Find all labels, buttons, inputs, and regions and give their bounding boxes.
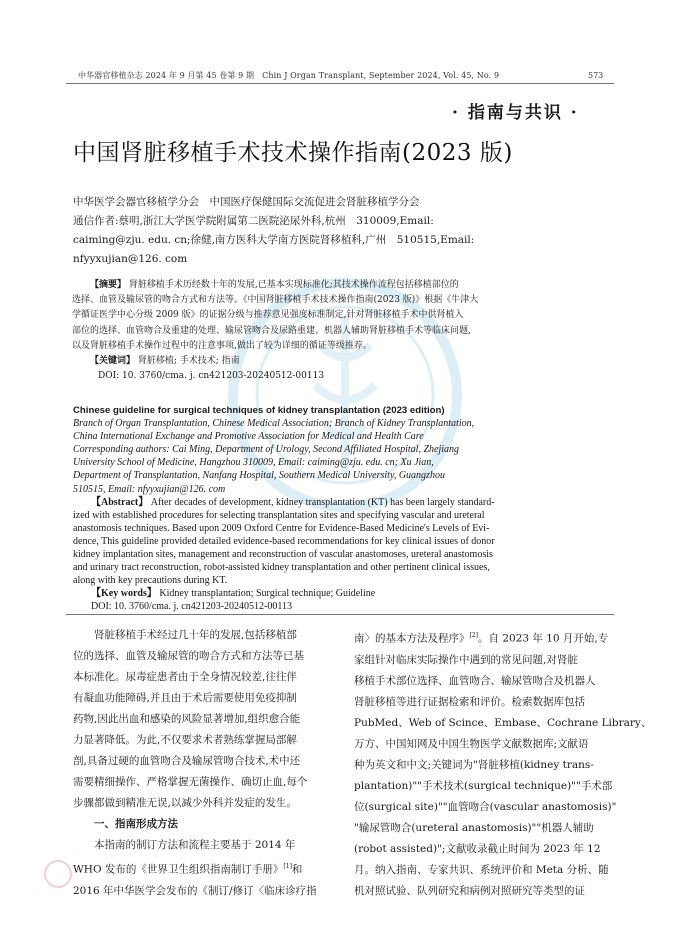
body-line: (robot assisted)";文献收录截止时间为 2023 年 12: [354, 842, 601, 855]
english-author-line: University School of Medicine, Hangzhou 310009, Email: caiming@zju. edu. cn; Xu Jian,: [73, 457, 434, 469]
abstract-line: 以及肾脏移植手术操作过程中的注意事项,做出了较为详细的循证等级推荐。: [72, 340, 372, 351]
authors-line: nfyyxujian@126. com: [73, 253, 188, 265]
body-line: 肾脏移植等进行证据检索和评价。检索数据库包括: [354, 695, 585, 708]
english-author-line: Department of Transplantation, Nanfang Hospital, Southern Medical University, Guangzhou: [73, 470, 445, 482]
publisher-logo-seal: [44, 860, 72, 888]
page-number: 573: [588, 71, 604, 80]
citation-ref[interactable]: [2]: [469, 632, 478, 639]
body-line: 剖,具备过硬的血管吻合及输尿管吻合技术,术中还: [73, 755, 301, 767]
abstract-line: 选择、血管及输尿管的吻合方式和方法等。《中国肾脏移植手术技术操作指南(2023 版)》根据《牛津大: [72, 295, 479, 306]
body-line: 位的选择、血管及输尿管的吻合方式和方法等已基: [73, 650, 304, 662]
english-author-line: China International Exchange and Promotive Association for Medical and Health Care: [73, 431, 424, 443]
article-title: 中国肾脏移植手术技术操作指南(2023 版): [73, 140, 513, 166]
english-keywords: Kidney transplantation; Surgical technique; Guideline: [159, 588, 376, 600]
body-line: 步骤都做到精准无误,以减少外科并发症的发生。: [73, 797, 297, 809]
body-line: 需要精细操作、严格掌握无菌操作、确切止血,每个: [73, 776, 308, 788]
abstract-line: 肾脏移植手术历经数十年的发展,已基本实现标准化;其技术操作流程包括移植部位的: [128, 280, 459, 290]
english-author-line: Corresponding authors: Cai Ming, Department of Urology, Second Affiliated Hospital, Zhejiang: [73, 444, 460, 456]
english-abstract-line: and urinary tract reconstruction, robot-assisted kidney transplantation and other pertinent clinical issues,: [73, 562, 490, 574]
english-keywords-label: 【Key words】: [91, 588, 157, 600]
keywords-label: 【关键词】: [90, 356, 136, 367]
abstract-line: 学循证医学中心分级 2009 版》的证据分级与推荐意见强度标准制定,针对肾脏移植手术中供肾植入: [72, 310, 464, 321]
body-line-tail: 和: [291, 863, 303, 876]
english-doi: DOI: 10. 3760/cma. j. cn421203-20240512-00113: [91, 601, 292, 613]
english-author-line: 510515, Email: nfyyxujian@126. com: [73, 483, 226, 495]
journal-running-header: 中华器官移植杂志 2024 年 9 月第 45 卷第 9 期 Chin J Organ Transplant, September 2024, Vol. 45, No. 9: [78, 71, 500, 80]
body-line: 有凝血功能障碍,并且由于术后需要使用免疫抑制: [73, 692, 297, 704]
chinese-abstract: [72, 278, 600, 384]
body-line: 万方、中国知网及中国生物医学文献数据库;文献语: [354, 737, 589, 750]
body-line: 位(surgical site)""血管吻合(vascular anastomosis)": [354, 800, 617, 813]
english-abstract-line: After decades of development, kidney transplantation (KT) has been largely standard-: [150, 496, 495, 508]
body-column-left: [73, 625, 343, 902]
keywords: 肾脏移植; 手术技术; 指南: [137, 356, 240, 367]
body-line: "输尿管吻合(ureteral anastomosis)""机器人辅助: [354, 821, 594, 834]
english-title: Chinese guideline for surgical techniques of kidney transplantation (2023 edition): [73, 405, 445, 416]
body-line: 家组针对临床实际操作中遇到的常见问题,对肾脏: [354, 653, 578, 666]
body-rule: [66, 614, 614, 615]
body-line: 本指南的制订方法和流程主要基于 2014 年: [73, 839, 296, 851]
body-column-right: [354, 625, 652, 902]
body-line: WHO 发布的《世界卫生组织指南制订手册》: [73, 863, 284, 876]
authors-block: [73, 193, 613, 269]
authors-line: 中华医学会器官移植学分会 中国医疗保健国际交流促进会肾脏移植学分会: [73, 196, 420, 208]
citation-ref[interactable]: [1]: [283, 863, 292, 870]
body-line: 种为英文和中文;关键词为"肾脏移植(kidney trans-: [354, 758, 594, 771]
body-line: 2016 年中华医学会发布的《制订/修订〈临床诊疗指: [73, 884, 317, 897]
body-line: 力显著降低。为此,不仅要求术者熟练掌握局部解: [73, 734, 297, 746]
body-line: PubMed、Web of Scince、Embase、Cochrane Library、: [354, 716, 652, 729]
authors-line: 通信作者:蔡明,浙江大学医学院附属第二医院泌尿外科,杭州 310009,Email:: [73, 215, 434, 227]
body-line: 机对照试验、队列研究和病例对照研究等类型的证: [354, 884, 585, 897]
section-tag: · 指南与共识 ·: [452, 103, 579, 123]
english-abstract-line: kidney implantation sites, management and reconstruction of vascular anastomoses, ureteral anastomosis: [73, 549, 493, 561]
body-line: 药物,因此出血和感染的风险显著增加,组织愈合能: [73, 713, 301, 725]
body-line: 移植手术部位选择、血管吻合、输尿管吻合及机器人: [354, 674, 596, 687]
body-line: 南〉的基本方法及程序》: [354, 632, 470, 645]
english-author-line: Branch of Organ Transplantation, Chinese Medical Association; Branch of Kidney Transplantation,: [73, 418, 475, 430]
english-abstract-line: along with key precautions during KT.: [73, 575, 228, 587]
english-abstract-line: ized with established procedures for selecting transplantation sites and specifying vascular and ureteral: [73, 509, 485, 521]
english-abstract-line: anastomosis techniques. Based upon 2009 Oxford Centre for Evidence-Based Medicine's Levels of Evi-: [73, 522, 490, 534]
body-line-tail: 。自 2023 年 10 月开始,专: [478, 632, 609, 645]
header-rule: [66, 83, 614, 84]
body-line: 肾脏移植手术经过几十年的发展,包括移植部: [73, 629, 297, 641]
body-line: 月。纳入指南、专家共识、系统评价和 Meta 分析、随: [354, 863, 609, 876]
body-line: 本标准化。尿毒症患者由于全身情况较差,往往伴: [73, 671, 297, 683]
abstract-label: 【摘要】: [90, 280, 127, 290]
section-heading: 一、指南形成方法: [94, 818, 178, 830]
english-abstract: [73, 404, 613, 614]
english-abstract-label: 【Abstract】: [91, 496, 149, 508]
doi: DOI: 10. 3760/cma. j. cn421203-20240512-00113: [98, 371, 325, 382]
english-abstract-line: dence, This guideline provided detailed evidence-based recommendations for key clinical issues of donor: [73, 535, 495, 547]
authors-line: caiming@zju. edu. cn;徐健,南方医科大学南方医院肾移植科,广州 510515,Email:: [73, 234, 475, 246]
abstract-line: 部位的选择、血管吻合及重建的处理、输尿管吻合及尿路重建、机器人辅助肾脏移植手术等临床问题,: [72, 325, 471, 336]
body-line: plantation)""手术技术(surgical technique)""手术部: [354, 779, 613, 792]
